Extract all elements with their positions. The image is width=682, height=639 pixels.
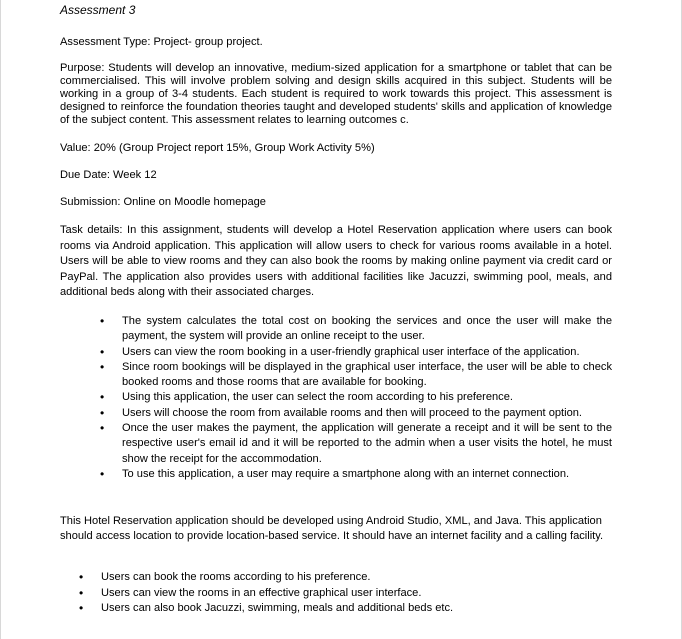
list-item — [79, 601, 601, 617]
task-details-paragraph: Task details: In this assignment, students will develop a Hotel Reservation application where users can book rooms via Android application. This application will allow users to check for various rooms available in a hotel. Users will be able to view rooms and they can also book the rooms by making online payment via credit card or PayPal. The application also provides users with additional facilities like Jacuzzi, swimming pool, meals, and additional beds along with their associated charges. — [60, 224, 612, 299]
bullet-icon: • — [100, 421, 105, 436]
list-item-text: Users will choose the room from available rooms and then will proceed to the payment option. — [122, 406, 583, 419]
bullet-icon: • — [79, 585, 84, 600]
bullet-icon: • — [100, 344, 105, 359]
bullet-icon: • — [100, 359, 105, 374]
list-item-text: The system calculates the total cost on booking the services and once the user will make the payment, the system will provide an online receipt to the user. — [122, 315, 612, 343]
list-item-text: Users can book the rooms according to his preference. — [101, 571, 371, 583]
bullet-icon: • — [100, 390, 105, 405]
purpose-paragraph: Purpose: Students will develop an innovative, medium-sized application for a smartphone or tablet that can be commercialised. This will involve problem solving and design skills acquired in this subject. Students will be working in a group of 3-4 students. Each student is required to work towards this project. This assessment is designed to reinforce the foundation theories taught and developed students' skills and application of knowledge of the subject content. This assessment relates to learning outcomes c. — [60, 62, 612, 127]
bullet-icon: • — [100, 314, 105, 328]
list-item-text: Users can also book Jacuzzi, swimming, meals and additional beds etc. — [101, 602, 454, 614]
list-item-text: Since room bookings will be displayed in the graphical user interface, the user will be able to check booked rooms and those rooms that are available for booking. — [122, 360, 612, 389]
list-item-text: Users can view the rooms in an effective graphical user interface. — [101, 586, 422, 599]
list-item — [100, 344, 612, 360]
due-date-line: Due Date: Week 12 — [60, 169, 157, 181]
task-bullet-list — [100, 314, 612, 482]
list-item — [100, 359, 612, 391]
bullet-icon: • — [79, 601, 84, 615]
list-item — [100, 405, 612, 421]
list-item — [100, 421, 612, 467]
development-paragraph: This Hotel Reservation application should be developed using Android Studio, XML, and Java. This application should access location to provide location-based service. It should have an internet facility and a calling facility. — [60, 515, 604, 543]
list-item-text: Using this application, the user can select the room according to his preference. — [122, 391, 513, 404]
list-item-text: Once the user makes the payment, the application will generate a receipt and it will be sent to the respective user's email id and it will be reported to the admin when a user visits the hotel, he must show the receipt for the accommodation. — [122, 422, 612, 465]
value-line: Value: 20% (Group Project report 15%, Group Work Activity 5%) — [60, 142, 375, 154]
bullet-icon: • — [79, 570, 84, 584]
list-item-text: To use this application, a user may require a smartphone along with an internet connection. — [122, 467, 570, 480]
list-item — [100, 314, 612, 345]
list-item — [79, 585, 601, 602]
submission-line: Submission: Online on Moodle homepage — [60, 196, 266, 208]
list-item — [100, 466, 612, 482]
list-item-text: Users can view the room booking in a user-friendly graphical user interface of the application. — [122, 345, 580, 358]
assessment-type: Assessment Type: Project- group project. — [60, 36, 263, 48]
list-item — [79, 570, 601, 586]
summary-bullet-list — [79, 570, 601, 617]
bullet-icon: • — [100, 405, 105, 420]
bullet-icon: • — [100, 466, 105, 481]
list-item — [100, 390, 612, 405]
page-title: Assessment 3 — [60, 3, 136, 17]
